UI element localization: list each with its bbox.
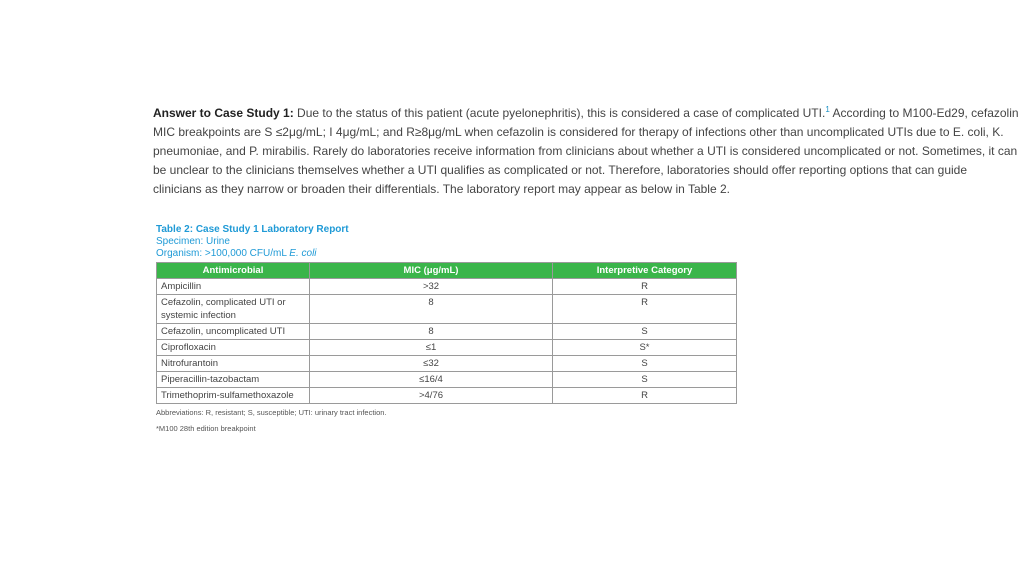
table-header-row bbox=[157, 263, 737, 279]
category-cell: R bbox=[553, 279, 737, 295]
antimicrobial-cell: Piperacillin-tazobactam bbox=[157, 372, 310, 388]
answer-text-part-2: According to M100-Ed29, cefazolin MIC breakpoints are S ≤2μg/mL; I 4μg/mL; and R≥8μg/mL when cefazolin is considered for therapy of infections other than uncomplicated UTIs due to E. coli, K. pneumoniae, and P. mirabilis. Rarely do laboratories receive information from clinicians about whether a UTI is considered uncomplicated or not. Sometimes, it can be unclear to the clinicians themselves whether a UTI qualifies as complicated or not. Therefore, laboratories should offer reporting options that can guide clinicians as they narrow or broaden their differentials. The laboratory report may appear as below in Table 2. bbox=[153, 106, 1019, 196]
answer-text-part-1: Due to the status of this patient (acute pyelonephritis), this is considered a case of complicated UTI. bbox=[293, 106, 826, 120]
table-abbreviations: Abbreviations: R, resistant; S, susceptible; UTI: urinary tract infection. bbox=[156, 408, 387, 417]
table-footnote: *M100 28th edition breakpoint bbox=[156, 424, 256, 433]
table-row bbox=[157, 324, 737, 340]
column-header-antimicrobial: Antimicrobial bbox=[157, 263, 310, 279]
column-header-interpretive-category: Interpretive Category bbox=[553, 263, 737, 279]
case-study-answer-paragraph bbox=[153, 104, 1019, 199]
category-cell: S bbox=[553, 324, 737, 340]
mic-cell: ≤32 bbox=[310, 356, 553, 372]
table-row bbox=[157, 295, 737, 324]
antimicrobial-cell: Cefazolin, uncomplicated UTI bbox=[157, 324, 310, 340]
table-2-lab-report bbox=[156, 224, 736, 434]
antimicrobial-cell: Trimethoprim-sulfamethoxazole bbox=[157, 388, 310, 404]
category-cell: R bbox=[553, 388, 737, 404]
table-row bbox=[157, 340, 737, 356]
table-row bbox=[157, 279, 737, 295]
mic-cell: ≤16/4 bbox=[310, 372, 553, 388]
table-title: Table 2: Case Study 1 Laboratory Report bbox=[156, 224, 349, 235]
mic-cell: >32 bbox=[310, 279, 553, 295]
antimicrobial-cell: Nitrofurantoin bbox=[157, 356, 310, 372]
table-row bbox=[157, 356, 737, 372]
answer-heading: Answer to Case Study 1: bbox=[153, 106, 294, 120]
mic-cell: 8 bbox=[310, 295, 553, 324]
mic-cell: ≤1 bbox=[310, 340, 553, 356]
mic-cell: 8 bbox=[310, 324, 553, 340]
organism-name: E. coli bbox=[289, 248, 317, 259]
organism-prefix: Organism: >100,000 CFU/mL bbox=[156, 248, 290, 259]
table-specimen: Specimen: Urine bbox=[156, 236, 230, 247]
category-cell: S bbox=[553, 356, 737, 372]
table-row bbox=[157, 388, 737, 404]
antimicrobial-cell: Cefazolin, complicated UTI or systemic infection bbox=[157, 295, 310, 324]
category-cell: S* bbox=[553, 340, 737, 356]
table-row bbox=[157, 372, 737, 388]
lab-report-table bbox=[156, 262, 737, 404]
table-organism bbox=[156, 248, 736, 260]
reference-superscript[interactable]: 1 bbox=[825, 105, 830, 114]
antimicrobial-cell: Ampicillin bbox=[157, 279, 310, 295]
column-header-mic: MIC (μg/mL) bbox=[310, 263, 553, 279]
antimicrobial-cell: Ciprofloxacin bbox=[157, 340, 310, 356]
category-cell: S bbox=[553, 372, 737, 388]
category-cell: R bbox=[553, 295, 737, 324]
mic-cell: >4/76 bbox=[310, 388, 553, 404]
